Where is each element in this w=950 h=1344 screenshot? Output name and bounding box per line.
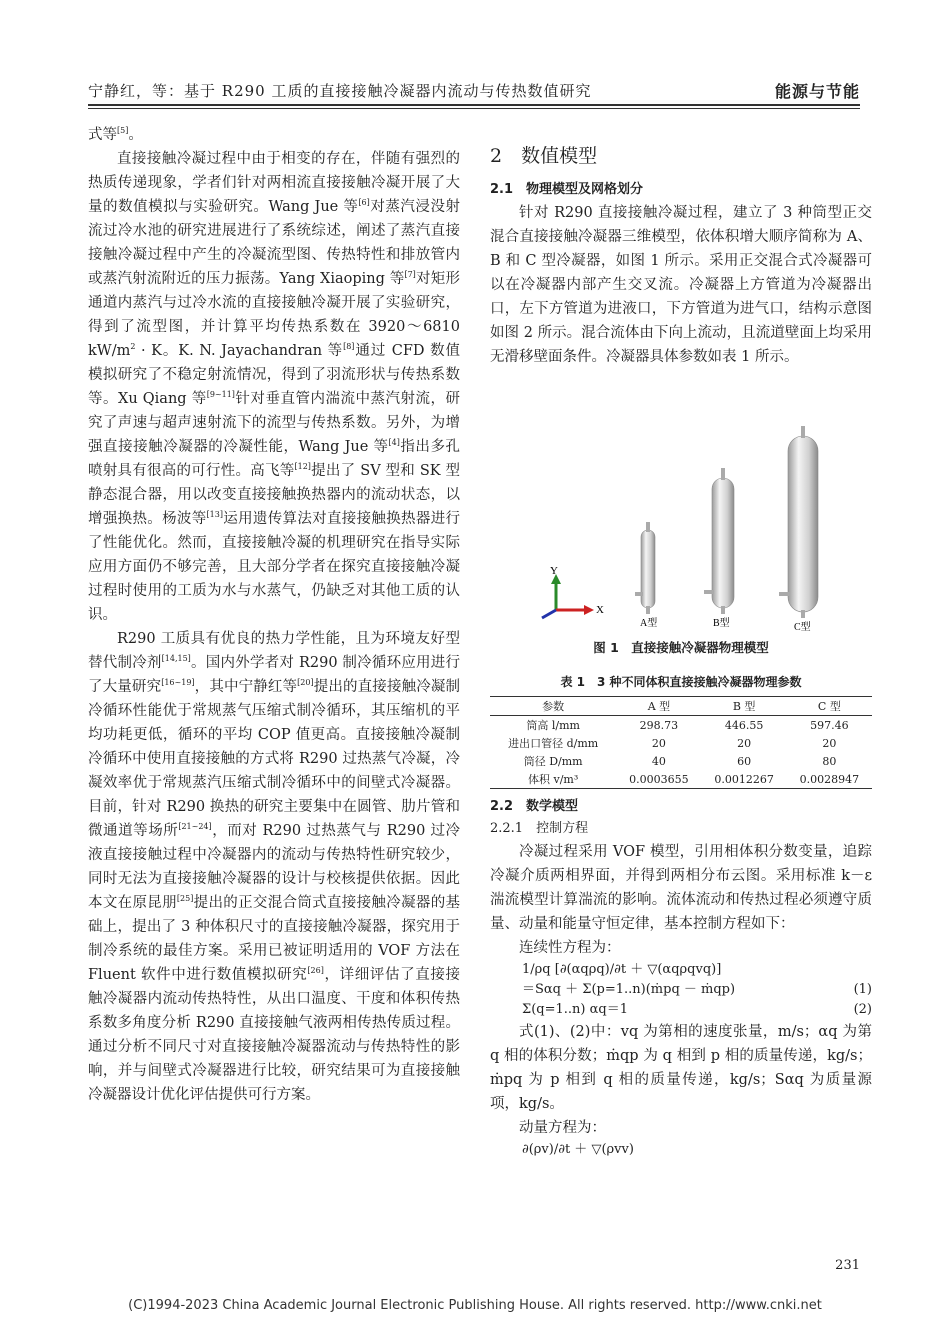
condenser-b (704, 468, 734, 629)
right-column-bottom (490, 796, 872, 1160)
cell: 40 (651, 754, 666, 768)
table-caption: 表 1 3 种不同体积直接接触冷凝器物理参数 (560, 675, 802, 689)
label-c: C型 (794, 622, 811, 633)
cell: 20 (737, 736, 752, 750)
section-title: 2 数值模型 (490, 145, 598, 167)
equation-line: Σ(q=1..n) αq＝1 (522, 1002, 628, 1017)
running-header-title: 宁静红，等：基于 R290 工质的直接接触冷凝器内流动与传热数值研究 (88, 82, 592, 100)
paragraph: 针对 R290 直接接触冷凝过程，建立了 3 种筒型正交混合直接接触冷凝器三维模型，依体积增大顺序简称为 A、B 和 C 型冷凝器，如图 1 所示。采用正交混合式冷凝器可以在冷凝器内部产生交叉流。冷凝器上方管道为冷凝器出口，左下方管道为进液口，下方管道为进气口，结构示意图如图 2 所示。混合流体由下向上流动，且流道壁面上均采用无滑移壁面条件。冷凝器具体参数如表 1 所示。 (490, 205, 872, 365)
table-row (490, 770, 872, 789)
figure-condensers (490, 400, 872, 662)
axis-triad (542, 565, 604, 618)
condenser-c (779, 426, 818, 633)
cell: 进出口管径 d/mm (508, 737, 599, 750)
equation-1 (490, 960, 872, 1000)
left-column (88, 123, 460, 1107)
header-cell: B 型 (732, 700, 756, 713)
cell: 0.0012267 (714, 772, 774, 786)
header-cell: A 型 (647, 700, 671, 713)
params-table (490, 696, 872, 789)
table-row (490, 716, 872, 735)
subsubsection-title: 2.2.1 控制方程 (490, 821, 589, 836)
equation-2 (490, 1000, 872, 1020)
axis-x-label: X (596, 604, 604, 616)
equation-number: (1) (853, 982, 872, 997)
right-column-top (490, 143, 872, 369)
equation-line: ＝Sαq ＋ Σ(p=1..n)(ṁpq － ṁqp) (522, 982, 736, 997)
cell: 80 (822, 754, 837, 768)
cell: 597.46 (810, 718, 849, 732)
cell: 筒径 D/mm (523, 755, 583, 768)
paragraph: 式(1)、(2)中：vq 为第相的速度张量，m/s；αq 为第 q 相的体积分数；ṁqp 为 q 相到 p 相的质量传递，kg/s；ṁpq 为 p 相到 q 相的质量传递，kg/s；Sαq 为质量源项，kg/s。 (490, 1024, 872, 1112)
equation-3: ∂(ρv)/∂t ＋ ▽(ρvv) (522, 1142, 634, 1157)
cell: 60 (737, 754, 752, 768)
subsection-title: 2.1 物理模型及网格划分 (490, 182, 644, 197)
cell: 446.55 (724, 718, 764, 732)
subsection-title: 2.2 数学模型 (490, 799, 579, 814)
cell: 20 (651, 736, 666, 750)
paragraph: 直接接触冷凝过程中由于相变的存在，伴随有强烈的热质传递现象，学者们针对两相流直接接触冷凝开展了大量的数值模拟与实验研究。Wang Jue 等[6]对蒸汽浸没射流过冷水池的研究进展进行了系统综述，阐述了蒸汽直接接触冷凝过程中产生的冷凝流型图、传热特性和排放管内或蒸汽射流附近的压力振荡。Yang Xiaoping 等[7]对矩形通道内蒸汽与过冷水流的直接接触冷凝开展了实验研究，得到了流型图，并计算平均传热系数在 3920～6810 $kW/m^2 \cdot K$。K. N. Jayachandran 等[8]通过 CFD 数值模拟研究了不稳定射流情况，得到了羽流形状与传热系数等。Xu Qiang 等[9~11]针对垂直管内湍流中蒸汽射流，研究了声速与超声速射流下的流型与传热系数。另外，为增强直接接触冷凝器的冷凝性能，Wang Jue 等[4]指出多孔喷射具有很高的可行性。高飞等[12]提出了 SV 型和 SK 型静态混合器，用以改变直接接触换热器内的流动状态，以增强换热。杨波等[13]运用遗传算法对直接接触换热器进行了性能优化。然而，直接接触冷凝的机理研究在指导实际应用方面仍不够完善，且大部分学者在探究直接接触冷凝过程时使用的工质为水与水蒸气，仍缺乏对其他工质的认识。 (88, 151, 461, 623)
condenser-a (635, 522, 657, 629)
page-number: 231 (835, 1258, 860, 1273)
equation-line: 1/ρq [∂(αqρq)/∂t ＋ ▽(αqρqvq)] (522, 962, 722, 977)
label-a: A型 (640, 618, 658, 629)
cell: 筒高 l/mm (526, 719, 580, 732)
header-cell: C 型 (817, 700, 841, 713)
journal-name: 能源与节能 (774, 82, 860, 101)
label-b: B型 (713, 618, 730, 629)
continuity-label: 连续性方程为： (519, 940, 621, 956)
copyright-footer: (C)1994-2023 China Academic Journal Electronic Publishing House. All rights reserved. http://www.cnki.net (128, 1298, 822, 1313)
axis-y-label: Y (550, 565, 558, 577)
paragraph: 式等[5]。 (88, 126, 143, 143)
cell: 0.0028947 (799, 772, 860, 786)
cell: 体积 v/m³ (528, 773, 579, 786)
cell: 298.73 (639, 718, 679, 732)
figure-caption: 图 1 直接接触冷凝器物理模型 (593, 640, 769, 655)
header-rule-thin (88, 108, 860, 109)
cell: 0.0003655 (629, 772, 689, 786)
equation-number: (2) (853, 1002, 872, 1017)
condenser-models-image (490, 400, 872, 662)
paragraph: 冷凝过程采用 VOF 模型，引用相体积分数变量，追踪冷凝介质两相界面，并得到两相分布云图。采用标准 k－ε 湍流模型计算湍流的影响。流体流动和传热过程必须遵守质量、动量和能量守恒定律，基本控制方程如下： (490, 844, 872, 932)
paragraph: R290 工质具有优良的热力学性能，且为环境友好型替代制冷剂[14,15]。国内外学者对 R290 制冷循环应用进行了大量研究[16~19]，其中宁静红等[20]提出的直接接触冷凝制冷循环性能优于常规蒸气压缩式制冷循环，其压缩机的平均功耗更低，循环的平均 COP 值更高。直接接触冷凝制冷循环中使用直接接触的方式将 R290 过热蒸气冷凝，冷凝效率优于常规蒸汽压缩式制冷循环中的间壁式冷凝器。目前，针对 R290 换热的研究主要集中在圆管、肋片管和微通道等场所[21~24]，而对 R290 过热蒸气与 R290 过冷液直接接触过程中冷凝器内的流动与传热特性研究较少，同时无法为直接接触冷凝器的设计与校核提供依据。因此本文在原昆朋[25]提出的正交混合筒式直接接触冷凝器的基础上，提出了 3 种体积尺寸的直接接触冷凝器，探究用于制冷系统的最佳方案。采用已被证明适用的 VOF 方法在 Fluent 软件中进行数值模拟研究[26]，详细评估了直接接触冷凝器内流动传热特性，从出口温度、干度和体积传热系数多角度分析 R290 直接接触气液两相传热传质过程。通过分析不同尺寸对直接接触冷凝器流动与传热特性的影响，并与间壁式冷凝器进行比较，研究结果可为直接接触冷凝器设计优化评估提供可行方案。 (88, 631, 461, 1103)
cell: 20 (822, 736, 837, 750)
header-cell: 参数 (542, 700, 565, 713)
header-rule (88, 104, 860, 106)
table-row (490, 734, 872, 752)
table-header-row (490, 697, 872, 716)
table-row (490, 752, 872, 770)
momentum-label: 动量方程为： (519, 1120, 606, 1136)
